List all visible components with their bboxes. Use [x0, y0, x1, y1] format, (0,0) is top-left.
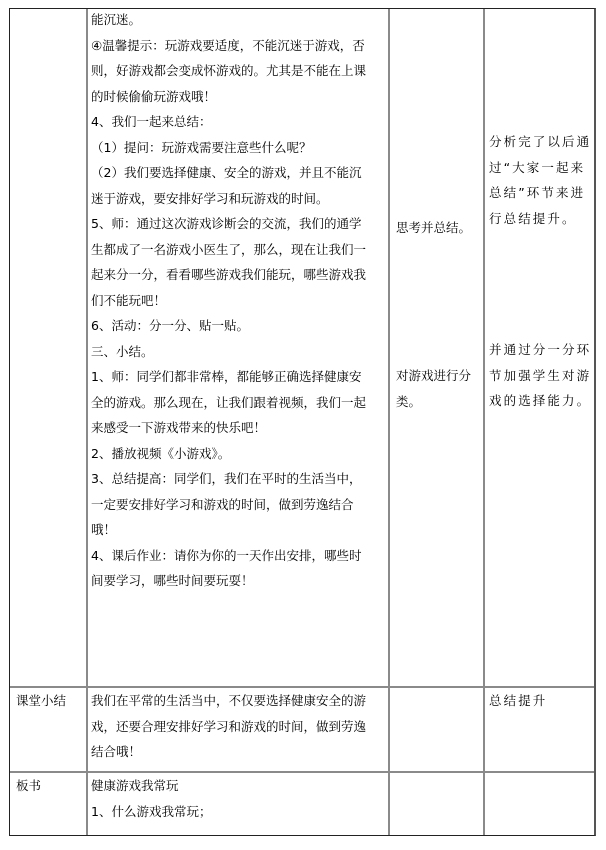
text-line: 分析完了以后通 [489, 134, 592, 149]
text-line: 4、课后作业：请你为你的一天作出安排，哪些时 [91, 547, 362, 563]
text-line: 哦！ [91, 522, 117, 537]
text-line: 的时候偷偷玩游戏哦！ [91, 88, 217, 104]
text-line: 戏的选择能力。 [489, 393, 592, 408]
text-line: 行总结提升。 [489, 210, 577, 226]
text-line: 间要学习，哪些时间要玩耍！ [91, 573, 254, 588]
text-line: 三、小结。 [91, 343, 154, 359]
design-intent-summary [489, 129, 593, 231]
label-text: 板书 [16, 778, 42, 793]
text-line: 并通过分一分环 [489, 342, 592, 357]
text-line: 总结提升 [489, 693, 548, 708]
lesson-plan-table [9, 8, 596, 836]
text-line: 过“大家一起来 [489, 159, 586, 175]
text-line: 3、总结提高：同学们，我们在平时的生活当中， [91, 471, 362, 486]
process-main-content [91, 7, 391, 594]
text-line: 节加强学生对游 [489, 367, 592, 383]
class-summary-intent [489, 688, 593, 714]
row-label-class-summary [16, 688, 66, 714]
blackboard-content [91, 773, 391, 824]
text-line: （1）提问：玩游戏需要注意些什么呢？ [91, 139, 312, 155]
text-line: 思考并总结。 [396, 220, 472, 235]
text-line: 迷于游戏，要安排好学习和玩游戏的时间。 [91, 190, 329, 206]
text-line: 4、我们一起来总结： [91, 114, 212, 129]
text-line: 我们在平常的生活当中，不仅要选择健康安全的游 [91, 693, 367, 708]
student-activity-summary [396, 215, 488, 241]
text-line: 2、播放视频《小游戏》。 [91, 445, 231, 461]
text-line: 起来分一分，看看哪些游戏我们能玩，哪些游戏我 [91, 267, 367, 282]
text-line: 对游戏进行分 [396, 368, 472, 383]
text-line: 则，好游戏都会变成怀游戏的。尤其是不能在上课 [91, 63, 367, 78]
text-line: 全的游戏。那么现在，让我们跟着视频，我们一起 [91, 394, 367, 410]
text-line: 来感受一下游戏带来的快乐吧！ [91, 420, 267, 435]
text-line: ④温馨提示：玩游戏要适度，不能沉迷于游戏，否 [91, 37, 365, 53]
label-text: 课堂小结 [16, 693, 67, 708]
text-line: 5、师：通过这次游戏诊断会的交流，我们的通学 [91, 216, 362, 231]
text-line: 结合哦！ [91, 744, 142, 759]
text-line: 类。 [396, 393, 422, 409]
text-line: 能沉迷。 [91, 12, 142, 27]
column-divider [483, 9, 485, 835]
text-line: 戏，还要合理安排好学习和游戏的时间，做到劳逸 [91, 718, 367, 734]
text-line: 健康游戏我常玩 [91, 778, 179, 793]
text-line: 们不能玩吧！ [91, 292, 167, 308]
class-summary-content [91, 688, 391, 765]
text-line: 6、活动：分一分、贴一贴。 [91, 318, 249, 333]
text-line: 1、什么游戏我常玩； [91, 803, 212, 819]
design-intent-classify [489, 337, 593, 414]
student-activity-classify [396, 363, 488, 414]
text-line: 生都成了一名游戏小医生了，那么，现在让我们一 [91, 241, 367, 257]
text-line: 1、师：同学们都非常棒，都能够正确选择健康安 [91, 369, 362, 384]
text-line: （2）我们要选择健康、安全的游戏，并且不能沉 [91, 165, 362, 180]
text-line: 一定要安排好学习和游戏的时间，做到劳逸结合 [91, 496, 354, 512]
text-line: 总结”环节来进 [489, 185, 586, 200]
column-divider [86, 9, 88, 835]
row-label-blackboard [16, 773, 41, 799]
